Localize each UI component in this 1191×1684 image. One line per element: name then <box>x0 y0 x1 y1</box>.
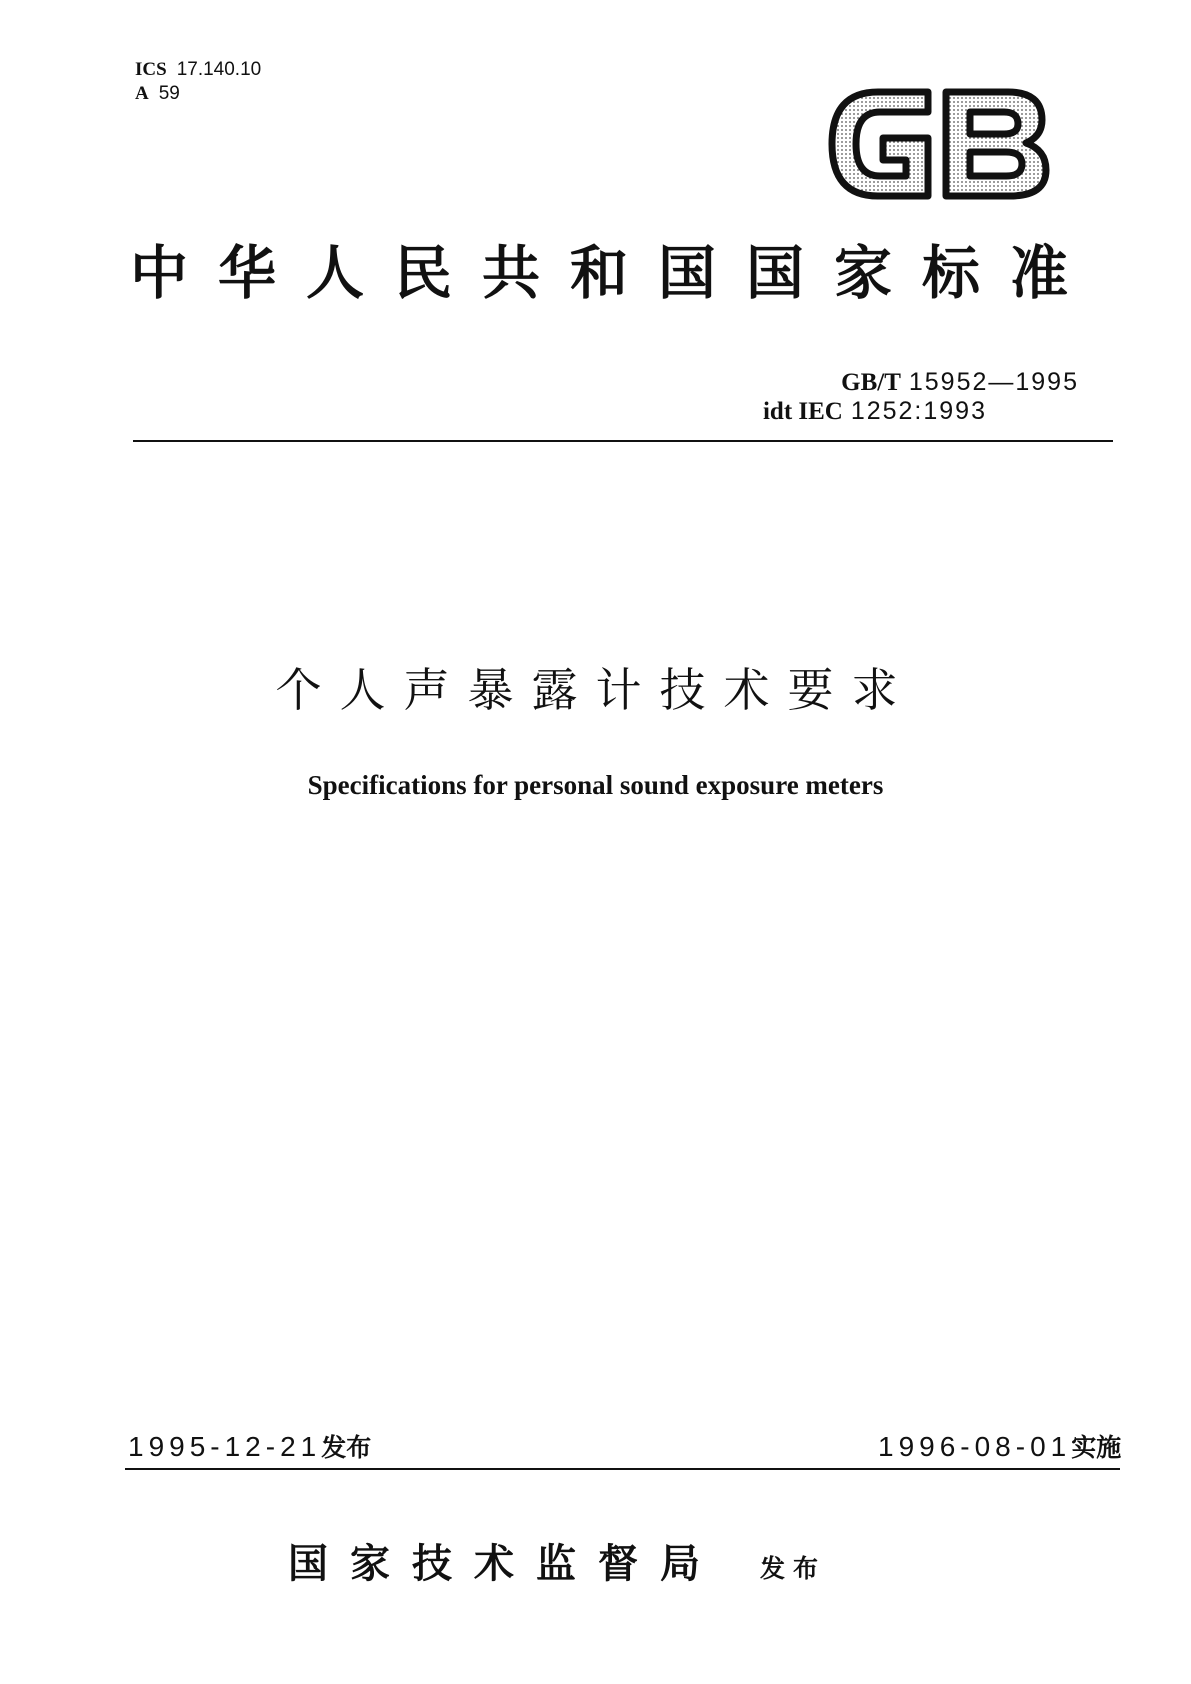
standard-number-key: GB/T <box>841 369 901 396</box>
ccs-code <box>135 82 180 105</box>
ccs-key: A <box>135 83 149 104</box>
issuer-line <box>288 1532 826 1589</box>
standard-number-value: 15952—1995 <box>908 368 1079 396</box>
document-title-zh: 个人声暴露计技术要求 <box>275 663 916 717</box>
national-standard-title: 中华人民共和国国家标准 <box>130 239 1099 307</box>
standard-number <box>841 368 1079 397</box>
gb-logo-text: GB <box>828 88 830 89</box>
header-divider <box>133 440 1113 442</box>
gb-logo <box>828 88 1050 200</box>
ccs-value: 59 <box>158 83 180 104</box>
issue-date <box>128 1430 371 1465</box>
ics-value: 17.140.10 <box>176 59 262 80</box>
issue-date-value: 1995-12-21 <box>128 1431 322 1462</box>
effective-date-label: 实施 <box>1071 1433 1122 1462</box>
issuer-name: 国家技术监督局 <box>288 1540 722 1587</box>
issuer-label: 发布 <box>760 1554 827 1583</box>
footer-divider <box>125 1468 1120 1470</box>
effective-date <box>878 1430 1121 1465</box>
issue-date-label: 发布 <box>321 1433 372 1462</box>
idt-key: idt IEC <box>762 398 843 425</box>
idt-value: 1252:1993 <box>850 397 987 425</box>
idt-reference <box>763 397 987 426</box>
document-title-en: Specifications for personal sound exposure meters <box>307 770 884 800</box>
ics-code <box>135 58 261 81</box>
effective-date-value: 1996-08-01 <box>878 1431 1072 1462</box>
ics-key: ICS <box>135 59 167 80</box>
